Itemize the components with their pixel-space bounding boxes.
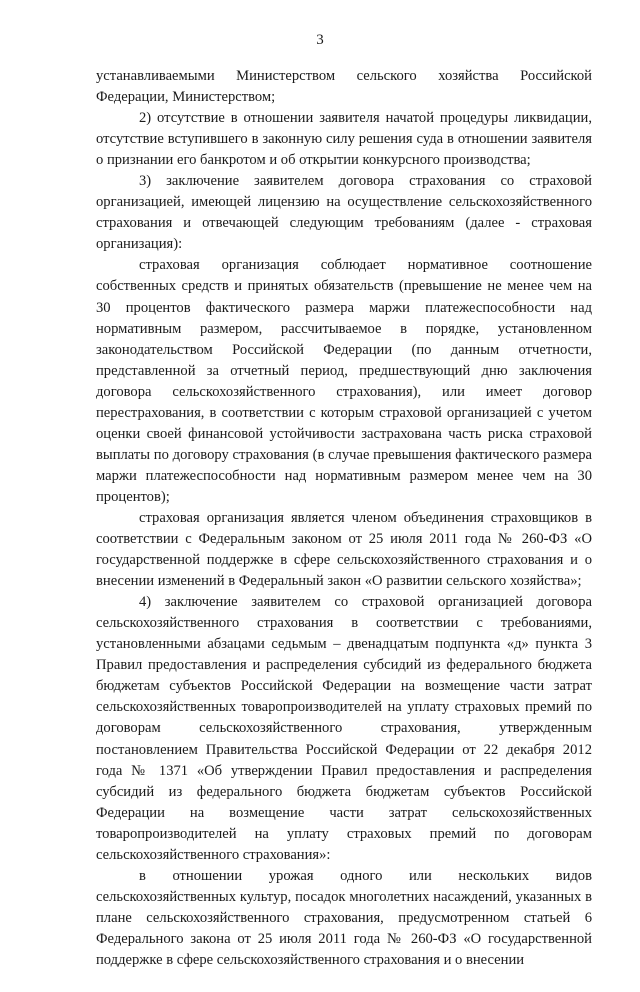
paragraph-insurers-association: страховая организация является членом объединения страховщиков в соответствии с Федеральным законом от 25 июля 2011 года № 260-ФЗ «О государственной поддержке в сфере сельскохозяйственного страхования и о внесении изменений в Федеральный закон «О развитии сельского хозяйства»; xyxy=(96,509,592,590)
page-number: 3 xyxy=(316,32,324,48)
paragraph-crops: в отношении урожая одного или нескольких видов сельскохозяйственных культур, посадок многолетних насаждений, указанных в плане сельскохозяйственного страхования, предусмотренном статьей 6 Федерального закона от 25 июля 2011 года № 260-ФЗ «О государственной поддержке в сфере сельскохозяйственного страхования и о внесении xyxy=(96,867,592,968)
paragraph-crops-wrapper xyxy=(96,866,592,992)
document-body xyxy=(96,66,592,992)
paragraph-solvency-requirement: страховая организация соблюдает нормативное соотношение собственных средств и принятых обязательств (превышение не менее чем на 30 процентов фактического размера маржи платежеспособности над нормативным размером, рассчитываемое в порядке, установленном законодательством Российской Федерации (по данным отчетности, представленной за отчетный период, предшествующий дню заключения договора сельскохозяйственного страхования), или имеет договор перестрахования, в соответствии с которым страховой организацией с учетом оценки своей финансовой устойчивости застрахована часть риска страховой выплаты по договору страхования (в случае превышения фактического размера маржи платежеспособности над нормативным размером менее чем на 30 процентов); xyxy=(96,257,592,505)
paragraph-item-4: 4) заключение заявителем со страховой организацией договора сельскохозяйственного страхования в соответствии с требованиями, установленными абзацами седьмым – двенадцатым подпункта «д» пункта 3 Правил предоставления и распределения субсидий из федерального бюджета бюджетам субъектов Российской Федерации на возмещение части затрат сельскохозяйственных товаропроизводителей на уплату страховых премий по договорам сельскохозяйственного страхования, утвержденным постановлением Правительства Российской Федерации от 22 декабря 2012 года № 1371 «Об утверждении Правил предоставления и распределения субсидий из федерального бюджета бюджетам субъектов Российской Федерации на возмещение части затрат сельскохозяйственных товаропроизводителей на уплату страховых премий по договорам сельскохозяйственного страхования»: xyxy=(96,594,592,863)
paragraph-item-2: 2) отсутствие в отношении заявителя начатой процедуры ликвидации, отсутствие вступившего в законную силу решения суда в отношении заявителя о признании его банкротом и об открытии конкурсного производства; xyxy=(96,110,592,169)
paragraph-continuation: устанавливаемыми Министерством сельского хозяйства Российской Федерации, Министерством; xyxy=(96,68,592,106)
paragraph-item-3: 3) заключение заявителем договора страхования со страховой организацией, имеющей лицензию на осуществление сельскохозяйственного страхования и отвечающей следующим требованиям (далее - страховая организация): xyxy=(96,173,592,253)
